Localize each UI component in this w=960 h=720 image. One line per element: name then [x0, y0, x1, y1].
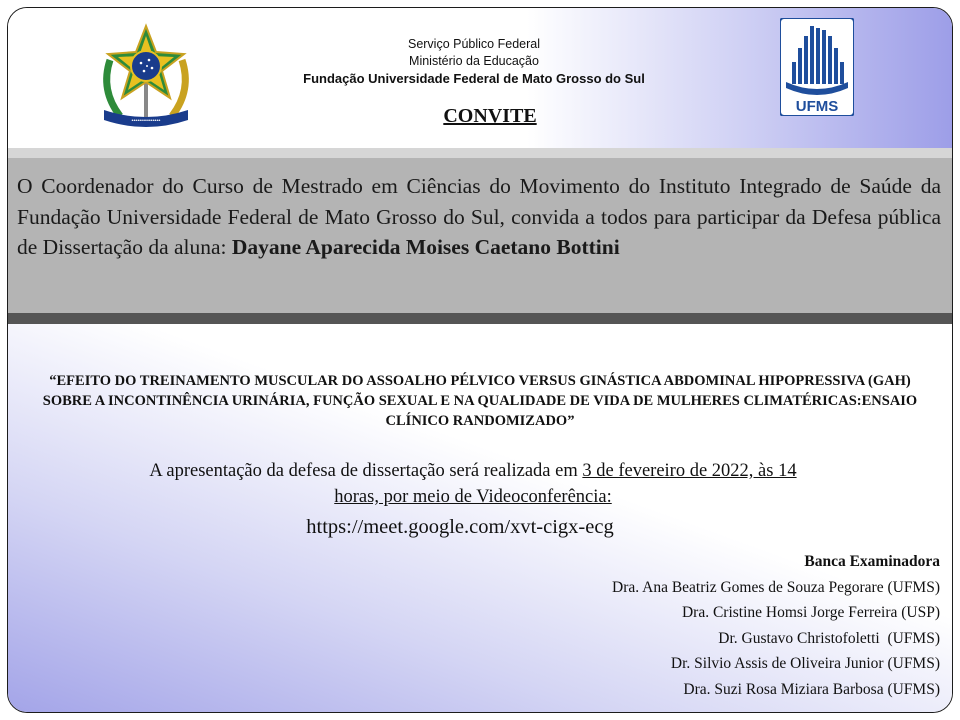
ufms-logo-text: UFMS — [795, 98, 839, 115]
banca-member: Dr. Gustavo Christofoletti (UFMS) — [718, 629, 940, 647]
student-name: Dayane Aparecida Moises Caetano Bottini — [231, 235, 620, 259]
banca-title: Banca Examinadora — [804, 553, 940, 570]
invitation-slide — [7, 7, 953, 713]
intro-text: O Coordenador do Curso de Mestrado em Ciências do Movimento do Instituto Integrado de Saúde da Fundação Universidade Federal de Mato Grosso do Sul, convida a todos para participar da Defesa pública de Dissertação da aluna: — [17, 174, 941, 259]
banca-member: Dra. Ana Beatriz Gomes de Souza Pegorare (UFMS) — [612, 578, 940, 596]
banca-member: Dr. Silvio Assis de Oliveira Junior (UFMS) — [670, 655, 940, 672]
intro-paragraph — [17, 171, 941, 263]
presentation-mode: horas, por meio de Videoconferência: — [334, 487, 612, 507]
gov-line-servico: Serviço Público Federal — [407, 37, 540, 51]
meeting-link[interactable]: https://meet.google.com/xvt-cigx-ecg — [306, 516, 614, 538]
divider-light — [8, 148, 952, 158]
ufms-logo-icon — [780, 18, 854, 116]
gov-line-ministerio: Ministério da Educação — [409, 54, 539, 68]
presentation-date: 3 de fevereiro de 2022, às 14 — [582, 461, 797, 481]
gov-line-fundacao: Fundação Universidade Federal de Mato Grosso do Sul — [303, 71, 645, 86]
banca-examinadora — [612, 549, 940, 702]
banca-member: Dra. Suzi Rosa Miziara Barbosa (UFMS) — [683, 680, 940, 698]
svg-text:•••••••••••••••: ••••••••••••••• — [131, 118, 161, 124]
banca-member: Dra. Cristine Homsi Jorge Ferreira (USP) — [681, 604, 940, 621]
details-section — [8, 324, 952, 713]
divider-dark — [8, 313, 952, 324]
convite-heading: CONVITE — [443, 105, 537, 127]
header — [8, 8, 952, 148]
presentation-prefix: A apresentação da defesa de dissertação será realizada em — [149, 461, 583, 481]
presentation-info — [48, 458, 898, 510]
dissertation-title: “EFEITO DO TREINAMENTO MUSCULAR DO ASSOALHO PÉLVICO VERSUS GINÁSTICA ABDOMINAL HIPOPRESSIVA (GAH) SOBRE A INCONTINÊNCIA URINÁRIA, FUNÇÃO SEXUAL E NA QUALIDADE DE VIDA DE MULHERES CLIMATÉRICAS:ENSAIO CLÍNICO RANDOMIZADO” — [42, 373, 918, 429]
